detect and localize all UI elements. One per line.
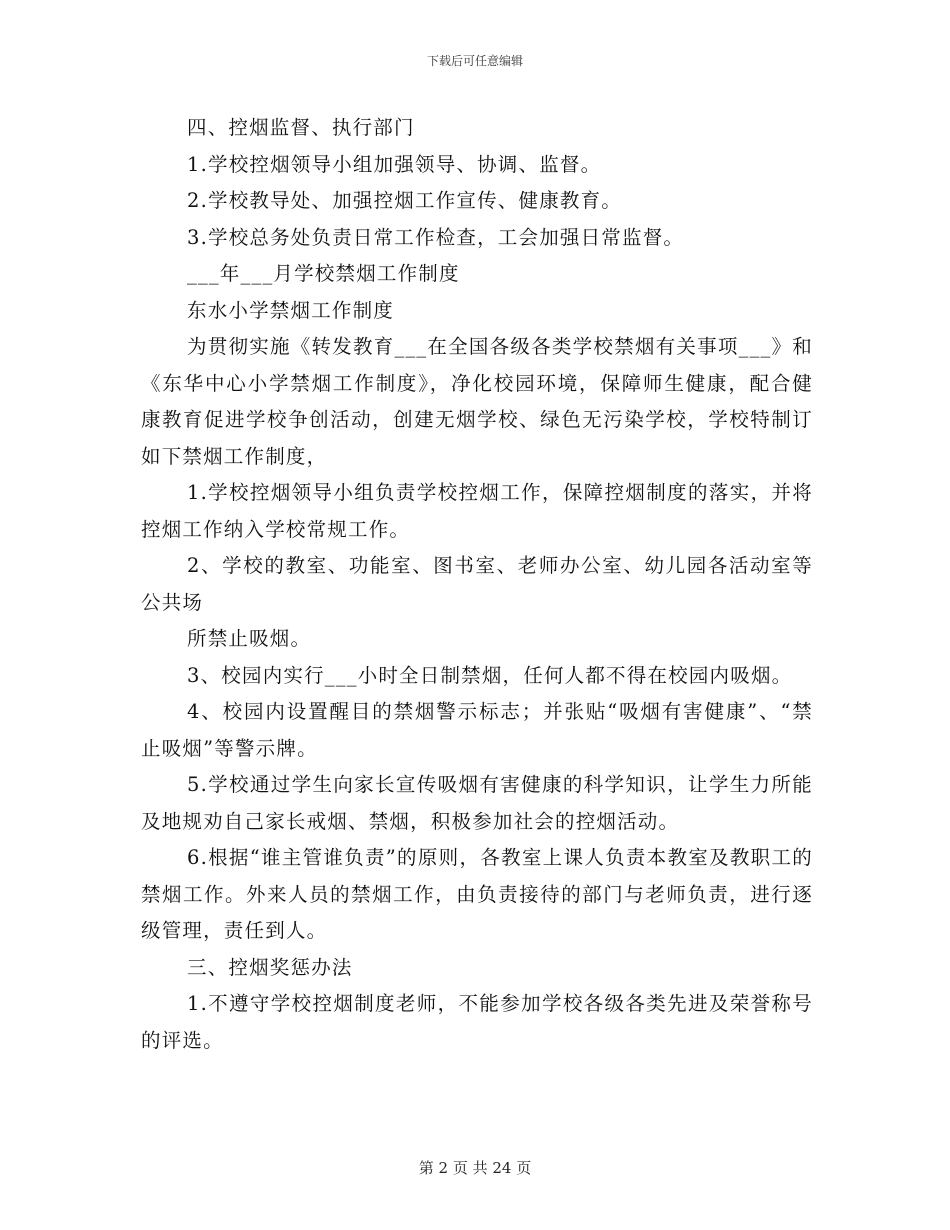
paragraph: 5.学校通过学生向家长宣传吸烟有害健康的科学知识，让学生力所能及地规劝自己家长戒烟、禁烟，积极参加社会的控烟活动。 — [141, 773, 813, 833]
paragraph: 所禁止吸烟。 — [187, 627, 312, 650]
section-heading-supervision: 四、控烟监督、执行部门 — [187, 116, 415, 139]
section-heading-rewards: 三、控烟奖惩办法 — [187, 955, 353, 979]
page-footer: 第 2 页 共 24 页 — [418, 1159, 532, 1177]
paragraph: 3、校园内实行___小时全日制禁烟，任何人都不得在校园内吸烟。 — [187, 663, 793, 687]
paragraph: 为贯彻实施《转发教育___在全国各级各类学校禁烟有关事项___》和《东华中心小学禁烟工作制度》，净化校园环境，保障师生健康，配合健康教育促进学校争创活动，创建无烟学校、绿色无污染学校，学校特制订如下禁烟工作制度， — [141, 335, 813, 468]
paragraph: 6.根据“谁主管谁负责”的原则，各教室上课人负责本教室及教职工的禁烟工作。外来人员的禁烟工作，由负责接待的部门与老师负责，进行逐级管理，责任到人。 — [141, 846, 813, 942]
paragraph: 1.学校控烟领导小组加强领导、协调、监督。 — [187, 152, 602, 176]
document-body — [141, 110, 813, 1059]
paragraph: 1.学校控烟领导小组负责学校控烟工作，保障控烟制度的落实，并将控烟工作纳入学校常规工作。 — [141, 481, 813, 541]
document-title: ___年___月学校禁烟工作制度 — [187, 262, 460, 285]
paragraph: 4、校园内设置醒目的禁烟警示标志；并张贴“吸烟有害健康”、“禁止吸烟”等警示牌。 — [141, 700, 813, 760]
page-header: 下载后可任意编辑 — [426, 54, 523, 68]
paragraph: 2.学校教导处、加强控烟工作宣传、健康教育。 — [187, 189, 623, 212]
paragraph: 3.学校总务处负责日常工作检查，工会加强日常监督。 — [187, 225, 685, 249]
paragraph: 1.不遵守学校控烟制度老师，不能参加学校各级各类先进及荣誉称号的评选。 — [141, 992, 813, 1052]
paragraph: 2、学校的教室、功能室、图书室、老师办公室、幼儿园各活动室等公共场 — [141, 554, 813, 614]
document-subtitle: 东水小学禁烟工作制度 — [187, 298, 395, 322]
